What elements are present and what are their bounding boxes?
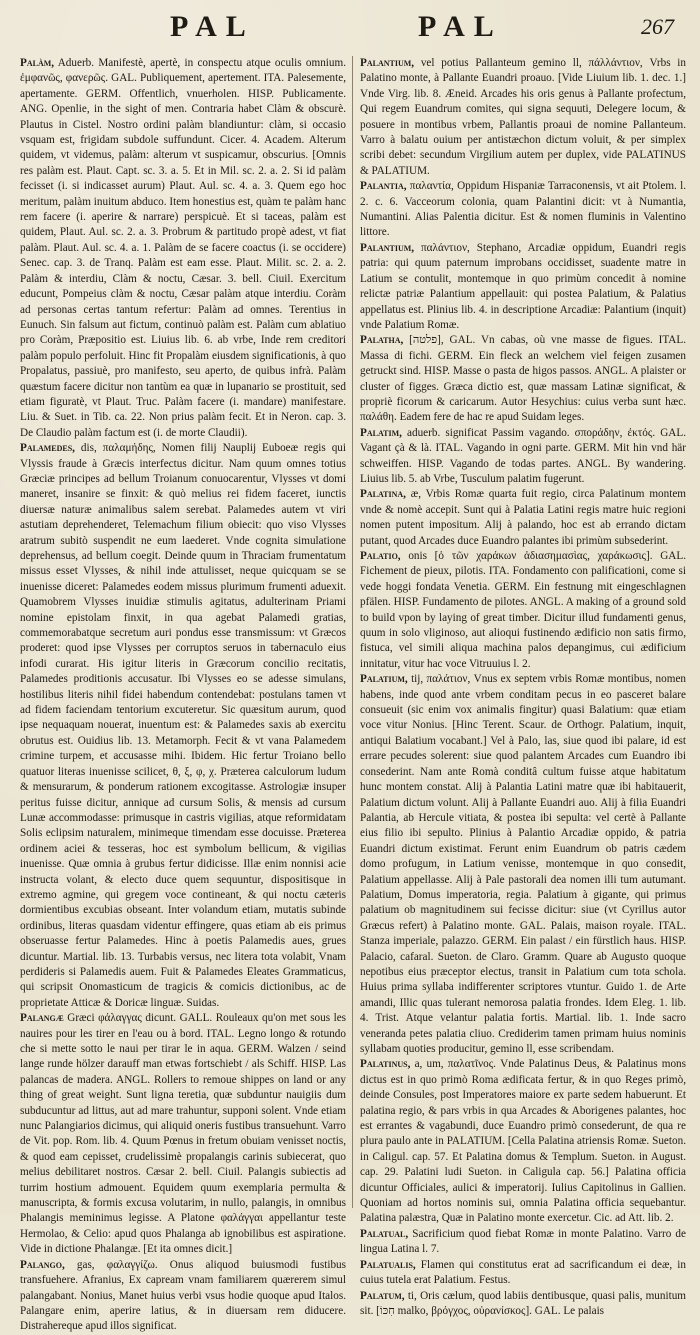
- dictionary-entry: [20, 1011, 346, 1258]
- entry-headword: Palatio,: [360, 550, 401, 562]
- entry-body: vel potius Pallanteum gemino ll, πάλλάντιον, Vrbs in Palatino monte, à Pallante Euandri proauo. [Vide Liuium lib. 1. dec. 1.] Vnde Virg. lib. 8. Æneid. Arcades his oris genus à Pallante profectum, Qui regem Euandrum comites, qui signa sequuti, Delegere locum, & posuere in montibus vrbem, Pallantis proaui de nomine Pallanteum. Varro à balatu ouium per antistæchon dictum voluit, & per simplex scribi debet: secundum Virgilium autem per duplex, vide PALATINUS & PALATIUM.: [360, 57, 687, 177]
- entry-headword: Palantium,: [360, 241, 415, 254]
- entry-body: tij, παλάτιον, Vnus ex septem vrbis Romæ montibus, nomen habens, inde quod ante vrbem conditam pecus in eo pasceret balare consueuit (sic enim vox animalis fingitur) quasi Balatium: quæ etiam voce vitur Nonius. [Hinc Terent. Scaur. de Orthogr. Palatium, inquit, antiqui Balatium vocabant.] Vel à Palo, las, siue quod ibi palare, id est errare pecudes solerent: siue quod palantem Arcades cum Euandro ibi consederint. Nam ante Romà conditâ cultum fuisse atque habitatum hunc montem constat. Alij à Palantia Latini matre quæ ibi habitauerit, Palatium dictum volunt. Alij à Pallante Euandri auo. Alij à filia Euandri Palantia, ab Hercule vitiata, & postea ibi sepulta: vel certè à Pallante eius filio ibi sepulto. Plinius à Palantio Arcadiæ oppido, & patria Euandri dictum existimat. Ferunt enim Euandrum ob patris cædem domo profugum, in Latium venisse, montemque in quo consedit, Palatium appellasse. Alij à Pale pastorali dea nomen illi tum autumant. Palatium, Domus imperatoria, regia. Palatium à gigante, qui primus palatium ob magnitudinem sui fecisse dicitur: siue (vt Cyrillus autor Græcus refert) à Palatino monte. GAL. Palais, maison royale. ITAL. Stanza imperiale, palazzo. GERM. Ein palast / ein fürstlich haus. HISP. Palacio, cafaral. Sueton. de Claro. Gramm. Quare ab Augusto quoque nepotibus eius præceptor electus, transit in Palatium cum tota schola. Huius prima syllaba indifferenter scriptores vtuntur. Guido 1. de Arte amandi, Illic quas tulerant nemorosa palatia frondes. Idem Eleg. 1. lib. 4. Trist. Atque velantur palatia fortis. Martial. lib. 1. Inde sacro veneranda petes palatia cliuo. Crediderim tamen primam huius nominis syllabam quoties producitur, gemino ll, esse scribendam.: [360, 673, 686, 1055]
- text-columns: [20, 56, 687, 1333]
- entry-body: ti, Oris cælum, quod labiis dentibusque, quasi palis, munitum sit. [חִכּוֹ malko, βρόγχος, οὐρανίσκος]. GAL. Le palais: [360, 1289, 687, 1317]
- dictionary-entry: [360, 241, 686, 333]
- entry-headword: Palangæ: [20, 1012, 64, 1025]
- entry-body: æ, Vrbis Romæ quarta fuit regio, circa Palatinum montem vnde & nomè accepit. Sunt qui à Palatia Latini regis matre huic regioni nomen putent impositum. Alij à palando, hoc est ab errando dictam putant, quod Arcades duce Euandro palantes ibi primùm subsederint.: [360, 488, 687, 547]
- dictionary-entry: [360, 1057, 686, 1226]
- entry-headword: Palatinus,: [360, 1058, 411, 1071]
- entry-body: a, um, παλατῖνος. Vnde Palatinus Deus, & Palatinus mons dictus est in quo primò Roma ædificata fertur, & in quo Reges primò, deinde Consules, post Imperatores maiore ex parte sedem habuerunt. Et palatina regio, & pars vrbis in qua Arcades & Aborigenes palantes, hoc est errantes & vagabundi, duce Euandro primò consederunt, de qua re plura paulo ante in PALATIUM. [Cella Palatina atriensis Romæ. Sueton. in Caligul. cap. 57. Et Palatina domus & Templum. Sueton. in August. cap. 29. Palatini ludi Sueton. in Caligula cap. 56.] Palatina officia dicuntur Officiales, aulici & imperatorij. Iulius Capitolinus in Gallien. Quoniam ad hortos nominis sui, omnia Palatina officia sequebantur. Palatina palæstra, Quæ in Palatino monte exercetur. Cic. ad Att. lib. 2.: [360, 1058, 687, 1225]
- entry-headword: Palàm,: [20, 57, 55, 69]
- entry-headword: Palango,: [20, 1258, 65, 1271]
- entry-body: Sacrificium quod fiebat Romæ in monte Palatino. Varro de lingua Latina l. 7.: [360, 1227, 686, 1256]
- dictionary-entry: [360, 333, 686, 425]
- left-column: [20, 56, 347, 1333]
- dictionary-entry: [360, 1258, 686, 1289]
- dictionary-entry: [360, 56, 686, 179]
- entry-headword: Palatualis,: [360, 1258, 416, 1271]
- right-column: [360, 56, 687, 1317]
- dictionary-entry: [360, 487, 686, 549]
- dictionary-entry: [360, 426, 686, 488]
- entry-body: aduerb. significat Passim vagando. σποράδην, ἐκτός. GAL. Vagant çà & là. ITAL. Vagando in ogni parte. GERM. Mit hin vnd här schweiffen. HISP. Vagando de todas partes. ANGL. By wandering. Liuius lib. 5. ab Vrbe, Tusculum palatim fugerunt.: [360, 426, 686, 485]
- entry-body: Græci φάλαγγας dicunt. GALL. Rouleaux qu'on met sous les nauires pour les tirer en l'eau ou à bord. ITAL. Legno longo & rotundo che si mette sotto le naui per tirar le in aqua. GERM. Walzen / seind lange runde hölzer darauff man etwas fortschiebt / als Schiff. HISP. Las palancas de madera. ANGL. Rollers to remoue shippes on land or any thing of great weight. Sunt ligna teretia, quæ subduntur nauigiis dum subducuntur ad littus, aut ad mare trahuntur, supponi solent. Vnde etiam nunc Palangiarios dicimus, qui aliquid oneris fustibus transuehunt. Varro de Vit. pop. Rom. lib. 4. Quum Pœnus in fretum obuiam venisset noctis, & quod eam cepisset, crudelissimè propalangis carinis subiecerat, quo melius debilitaret nostros. Cæsar 2. bell. Ciuil. Palangis subiectis ad turrim hostium admouent. Equidem quum exemplaria permulta & manuscripta, & formis excusa volutarim, in nullo, palangis, in omnibus Phalangis meminimus legisse. A Platone φαλάγγαι appellantur teste Hermolao, & Celio: apud quos Phalanga ab ignobilibus est aspiratione. Vide in dictione Phalangæ. [Et ita omnes dicit.]: [20, 1012, 347, 1256]
- entry-headword: Palantia,: [360, 180, 407, 193]
- entry-headword: Palatim,: [360, 426, 402, 439]
- entry-body: gas, φαλαγγίζω. Onus aliquod buiusmodi fustibus transfuehere. Afranius, Ex capream vnam familiarem quærerem simul palangabant. Nonius, Manet huius verbi vsus hodie quoque apud Italos. Palangare enim, aperire latius, & in diuersam rem diducere. Distrahereque apud illos significat.: [20, 1258, 347, 1333]
- entry-body: παλάντιον, Stephano, Arcadiæ oppidum, Euandri regis patria: qui quum paternum improbans occidisset, suadente matre in Latium se contulit, montemque in quo primùm concedit à nomine relictæ patriæ Palantium appellauit: qui postea Palatium, & Palatius appellatus est. Plinius lib. 4. in descriptione Arcadiæ: Palantium (inquit) vnde Palatium Romæ.: [360, 241, 687, 331]
- entry-body: onis [ὀ τῶν χαράκων ἀδιασημασὶας, χαράκωσις]. GAL. Fichement de pieux, pilotis. ITA. Fondamento con palificationi, come si vede hoggi fondata Venetia. GERM. Ein festnung mit eingeschlagnen pfälen. HISP. Fundamento de pilotes. ANGL. A making of a ground sold to build vpon by laying of great timber. Dicitur illud fundamenti genus, quum in solo vliginoso, aut alioqui fustinendo ædificio non satis firmo, fistuca, vel simili aliqua machina palos depangimus, cui ædificium innitatur, vitur hac voce Vitruuius l. 2.: [360, 550, 686, 670]
- dictionary-entry: [360, 1227, 686, 1258]
- entry-body: παλαντία, Oppidum Hispaniæ Tarraconensis, vt ait Ptolem. l. 2. c. 6. Vacceorum colonia, quam Palantini dicit: vt à Numantia, Numantini. Alias Palentia dicitur. Est & nomen fluminis in Valentino littore.: [360, 180, 687, 239]
- entry-body: Flamen qui constitutus erat ad sacrificandum ei deæ, in cuius tutela erat Palatium. Festus.: [360, 1258, 686, 1287]
- entry-body: [פלטה], GAL. Vn cabas, où vne masse de figues. ITAL. Massa di fichi. GERM. Ein fleck an welchem viel feigen zusamen getruckt sind. HISP. Masse o pasta de higos passos. ANGL. A plaister or cluster of figges. Græca dictio est, quæ massam Latinæ significat, & propriè ficorum & caricarum. Autor Hesychius: cuius verba sunt hæc. παλάθη. Eadem fere de hac re apud Suidam leges.: [360, 334, 686, 424]
- dictionary-entry: [20, 56, 346, 441]
- entry-headword: Palamedes,: [20, 442, 75, 455]
- entry-headword: Palatum,: [360, 1289, 405, 1302]
- entry-headword: Palantium,: [360, 57, 415, 69]
- header-left-word: PAL: [170, 10, 255, 43]
- dictionary-entry: [20, 1258, 346, 1335]
- dictionary-entry: [360, 672, 686, 1057]
- entry-headword: Palatha,: [360, 334, 404, 347]
- dictionary-entry: [20, 441, 346, 1011]
- page-number: 267: [641, 14, 674, 39]
- dictionary-entry: [360, 179, 686, 241]
- entry-body: Aduerb. Manifestè, apertè, in conspectu atque oculis omnium. ἐμφανῶς, φανερῶς. GAL. Publiquement, apertement. ITA. Palesemente, apertamente. GERM. Offentlich, vnuerholen. HISP. Publicamente. ANG. Openlie, in the sight of men. Contraria habet Clàm & obscurè. Plautus in Cistel. Nostro ordini palàm blandiuntur: clàm, si occasio vsquam est, frigidam subdole suffundunt. Cicer. 4. Academ. Alterum quidem, vt videmus, palàm: alterum vt suspicamur, obscurius. [Omnis res palàm est. Plaut. Capt. sc. 3. a. 5. Et in Mil. sc. 2. a. 2. Si id palàm fecisset (i. si indicasset aurum) Plaut. Aul. sc. 4. a. 3. Quem ego hoc meritum, palàm inuitum abduco. Item honestius est, quàm te palàm hanc rem facere (i. aperire & narrare) perspicuè. Et si taceas, palàm est quidem, Plaut. Aul. sc. 2. a. 3. Probrum & partitudo propè adest, vt fiat palàm. Plaut. Aul. sc. 4. a. 1. Palàm de se facere coactus (i. se occidere) Senec. cap. 3. de Tranq. Palàm est eam esse. Plaut. Milit. sc. 2. a. 2. Palàm & interdiu, Clàm & noctu, Cæsar. 3. bell. Ciuil. Exercitum educunt, Pompeius clàm & noctu, Cæsar palàm atque interdiu. Coràm ad personas certas tantum refertur: Palàm ad omnes. Terentius in Eunuch. Sin falsum aut fictum, continuò palàm est. Palàm cum ablatiuo pro Coràm, Præpositio est. Liuius lib. 6. ab vrbe, Inde rem creditori palàm populo perfoluit. Hinc fit Propalàm eiusdem significationis, à quo Propalatus, passiuè, pro manifesto, seu aperto, de quibus infrà. Palàm quæstum facere dicitur non tantùm ea quæ in lupanario se prostituit, sed etiam figuratè, vt Plaut. Truc. Palàm facere (i. mandare) manifestare. Liu. & Suet. in Tib. ca. 22. Non prius palàm fecit. Et in Neron. cap. 3. De Claudio palàm factum est (i. de morte Claudii).: [20, 57, 346, 439]
- entry-headword: Palatual,: [360, 1227, 409, 1240]
- header-right-word: PAL: [418, 10, 503, 43]
- entry-headword: Palatium,: [360, 673, 408, 686]
- dictionary-entry: [360, 1289, 686, 1320]
- entry-headword: Palatina,: [360, 488, 406, 501]
- dictionary-entry: [360, 549, 686, 672]
- running-header: [20, 0, 680, 56]
- entry-body: dis, παλαμήδης, Nomen filij Nauplij Euboeæ regis qui Vlyssis fraude à Græcis interfectus dicitur. Nam quum omnes totius Græciæ principes ad bellum Troianum conuocarentur, Vlysses vt domi maneret, insanire se finxit: & quò melius rei fidem faceret, iunctis diuersæ naturæ animalibus salem serebat. Palamedes autem vt viri astutiam deprehenderet, Telemachum filium obiecit: quo viso Vlysses aratrum subitò suspendit ne eum laederet. Vnde cognita simulatione deprehensus, ad bellum coegit. Deinde quum in Thraciam frumentatum missus esset Vlysses, & nihil inde attulisset, neque quicquam se se inuenisse diceret: Palamedes eodem missus plurimum frumenti aduexit. Quamobrem Vlysses inuidiæ stimulis agitatus, adulterinam Priami nomine epistolam finxit, in qua agebat Palamedi gratias, commemorabatque secretum auri pondus esse transmissum: vt Græcos proderet: quod ipse Vlysses per corruptos seruos in tabernaculo eius infodi curarat. His igitur literis in Græcorum concilio recitatis, Palamedes proditionis accusatur. Ibi Vlysses eo se adesse simulans, hostilibus literis nihil fidei habendum contendebat: postulans tamen vt ad fidem faciendam tentorium excuteretur. Sic quæsitum aurum, quod ipse nequaquam nouerat, inuentum est: & Palamedes saxis ab exercitu obrutus est. Ouidius lib. 13. Metamorph. Fecit & vt vana Palamedem crimine turpem, et accusasse mihi. Ibidem. Hic fertur Troiano bello quatuor literas inuenisse scilicet, θ, ξ, φ, χ. Præterea calculorum ludum & mensurarum, & ponderum rationem excogitasse. Astrologiæ insuper peritus fuisse dicitur, annique ad cursum Solis, & mensis ad cursum Lunæ accommodasse: primusque in castris vigilias, atque reformidatam Solis eclipsim naturalem, minimeque timendam esse docuisse. Præterea ordinem aciei & tesseras, hoc est symbolum bellicum, & vigilias inuenisse. Quæ omnia à grubus fertur didicisse. Illæ enim nonnisi acie instructa volant, & electo duce quem sequuntur, dispositisque in extremo agmine, qui gregem voce contineant, & qui noctu cæteris dormientibus excubias obseant. Inter volandum etiam, mutatis subinde ordinibus, literas quasdam videntur effingere, quas etiam ab eis primus obseruasse fertur Palamedes. Hinc à poetis Palamedis aues, grues dicuntur. Martial. lib. 13. Turbabis versus, nec litera tota volabit, Vnam perdideris si Palamedis auem. Fuit & Palamedes Eleates Grammaticus, qui scripsit Onomasticum de tragicis & comicis dictionibus, ac de proprietate Atticæ & Doricæ linguæ. Suidas.: [20, 442, 346, 1009]
